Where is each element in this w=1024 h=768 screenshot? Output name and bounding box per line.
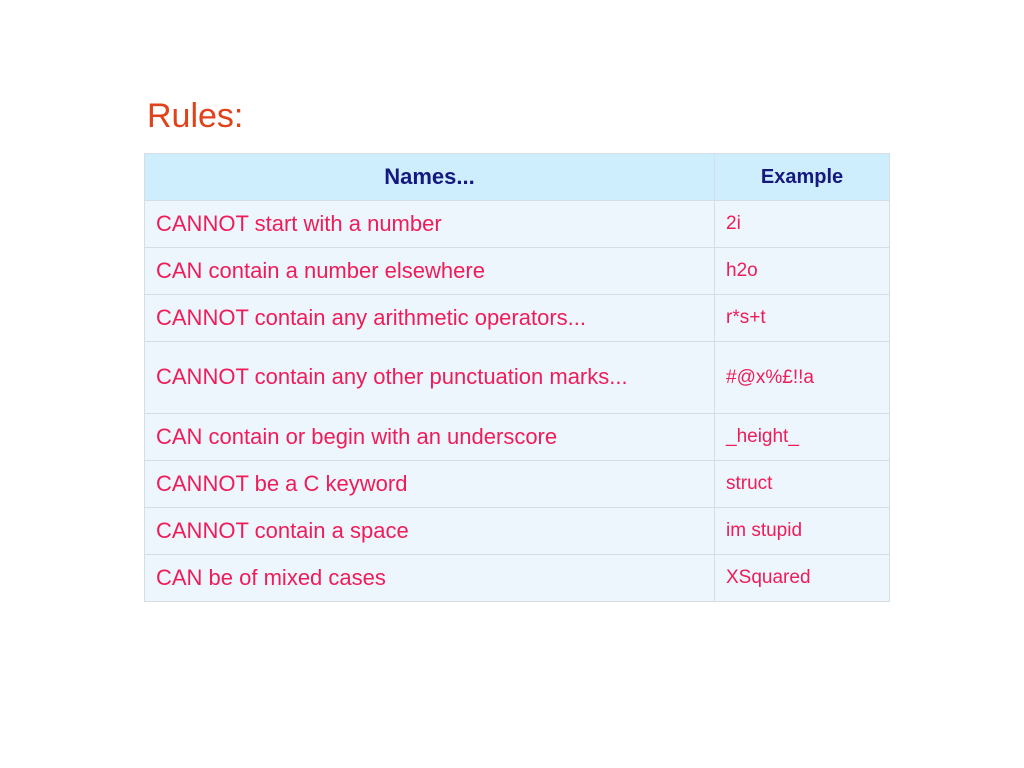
table-row	[145, 555, 890, 602]
table-row	[145, 461, 890, 508]
table-row	[145, 295, 890, 342]
header-example: Example	[715, 154, 890, 201]
rule-cell: CAN be of mixed cases	[145, 555, 715, 602]
rule-cell: CANNOT contain any arithmetic operators...	[145, 295, 715, 342]
rule-cell: CAN contain or begin with an underscore	[145, 414, 715, 461]
example-cell: #@x%£!!a	[715, 342, 890, 414]
table-row	[145, 508, 890, 555]
rules-table	[144, 153, 890, 602]
table-row	[145, 248, 890, 295]
rule-cell: CANNOT contain any other punctuation marks...	[145, 342, 715, 414]
rule-cell: CAN contain a number elsewhere	[145, 248, 715, 295]
table-row	[145, 414, 890, 461]
rule-cell: CANNOT start with a number	[145, 201, 715, 248]
header-names: Names...	[145, 154, 715, 201]
example-cell: XSquared	[715, 555, 890, 602]
table-row	[145, 201, 890, 248]
slide-title: Rules:	[147, 97, 244, 135]
example-cell: struct	[715, 461, 890, 508]
rule-cell: CANNOT be a C keyword	[145, 461, 715, 508]
rule-cell: CANNOT contain a space	[145, 508, 715, 555]
example-cell: r*s+t	[715, 295, 890, 342]
example-cell: 2i	[715, 201, 890, 248]
table-row	[145, 342, 890, 414]
example-cell: im stupid	[715, 508, 890, 555]
example-cell: h2o	[715, 248, 890, 295]
table-header-row	[145, 154, 890, 201]
example-cell: _height_	[715, 414, 890, 461]
